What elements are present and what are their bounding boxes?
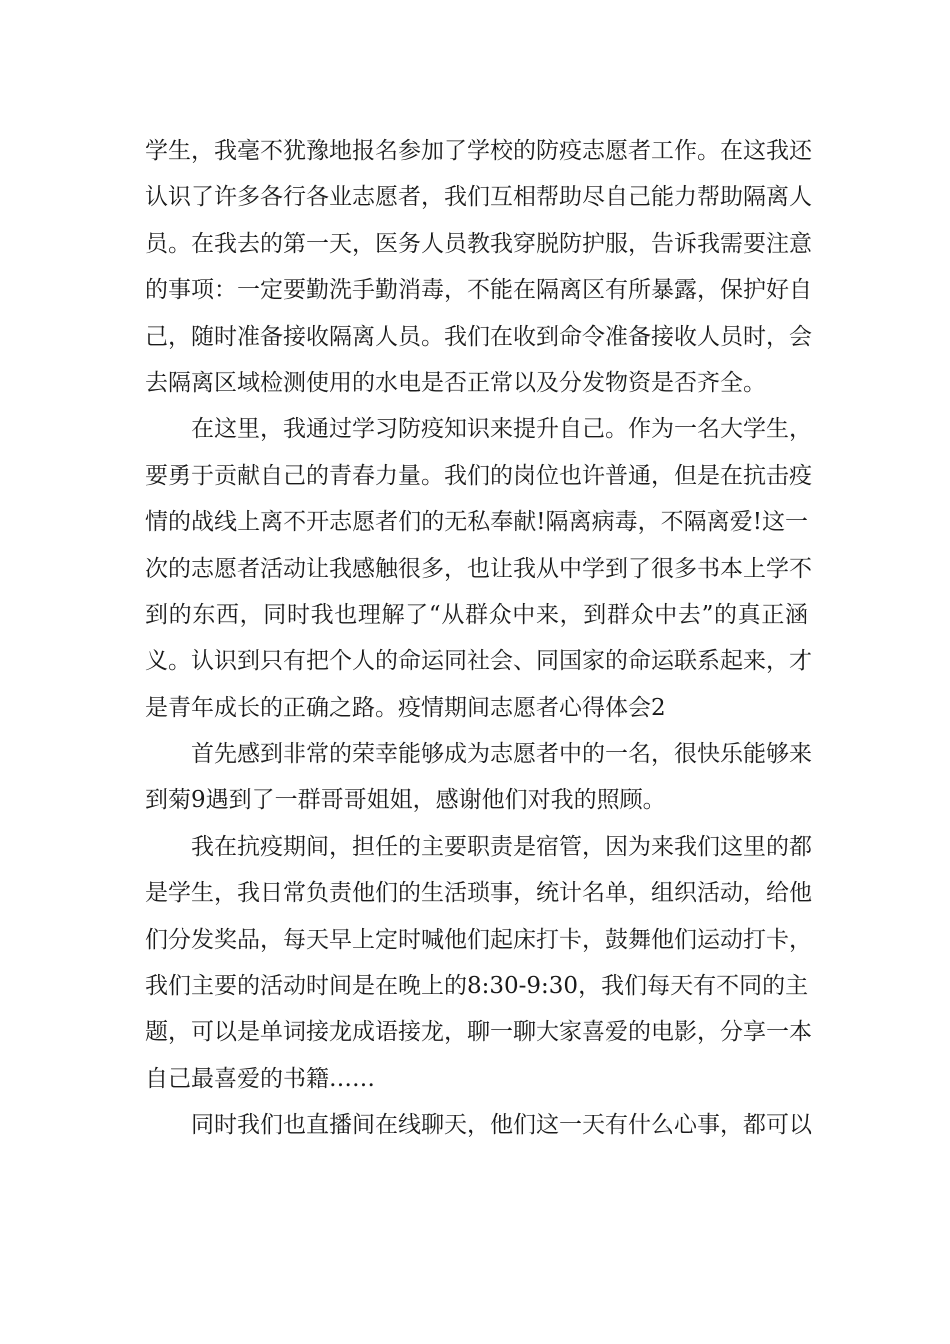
text-line: 员。在我去的第一天，医务人员教我穿脱防护服，告诉我需要注意	[145, 230, 812, 257]
text-line: 我们主要的活动时间是在晚上的8:30-9:30，我们每天有不同的主	[145, 973, 809, 1000]
paragraph-2	[145, 406, 812, 731]
text-line: 首先感到非常的荣幸能够成为志愿者中的一名，很快乐能够来	[191, 741, 812, 768]
text-line: 到菊9遇到了一群哥哥姐姐，感谢他们对我的照顾。	[145, 787, 666, 814]
text-line: 要勇于贡献自己的青春力量。我们的岗位也许普通，但是在抗击疫	[145, 462, 812, 489]
text-line: 学生，我毫不犹豫地报名参加了学校的防疫志愿者工作。在这我还	[145, 138, 812, 164]
paragraph-1	[145, 128, 812, 406]
text-line: 的事项：一定要勤洗手勤消毒，不能在隔离区有所暴露，保护好自	[145, 277, 812, 304]
text-line: 我在抗疫期间，担任的主要职责是宿管，因为来我们这里的都	[191, 833, 812, 860]
text-line: 在这里，我通过学习防疫知识来提升自己。作为一名大学生，	[191, 416, 812, 443]
text-line: 是青年成长的正确之路。疫情期间志愿者心得体会2	[145, 694, 666, 721]
text-line: 们分发奖品，每天早上定时喊他们起床打卡，鼓舞他们运动打卡，	[145, 926, 812, 953]
text-line: 己，随时准备接收隔离人员。我们在收到命令准备接收人员时，会	[145, 323, 812, 350]
paragraph-5	[145, 1102, 812, 1148]
text-line: 同时我们也直播间在线聊天，他们这一天有什么心事，都可以	[191, 1112, 812, 1139]
text-line: 自己最喜爱的书籍……	[145, 1065, 375, 1092]
document-body	[145, 128, 812, 1149]
text-line: 到的东西，同时我也理解了“从群众中来，到群众中去”的真正涵	[145, 601, 808, 628]
text-line: 认识了许多各行各业志愿者，我们互相帮助尽自己能力帮助隔离人	[145, 184, 812, 211]
text-line: 次的志愿者活动让我感触很多，也让我从中学到了很多书本上学不	[145, 555, 812, 582]
text-line: 是学生，我日常负责他们的生活琐事，统计名单，组织活动，给他	[145, 880, 812, 907]
text-line: 情的战线上离不开志愿者们的无私奉献!隔离病毒，不隔离爱!这一	[145, 509, 808, 536]
paragraph-3	[145, 731, 812, 824]
text-line: 义。认识到只有把个人的命运同社会、同国家的命运联系起来，才	[145, 648, 812, 675]
paragraph-4	[145, 824, 812, 1102]
text-line: 去隔离区域检测使用的水电是否正常以及分发物资是否齐全。	[145, 369, 766, 396]
text-line: 题，可以是单词接龙成语接龙，聊一聊大家喜爱的电影，分享一本	[145, 1019, 812, 1046]
